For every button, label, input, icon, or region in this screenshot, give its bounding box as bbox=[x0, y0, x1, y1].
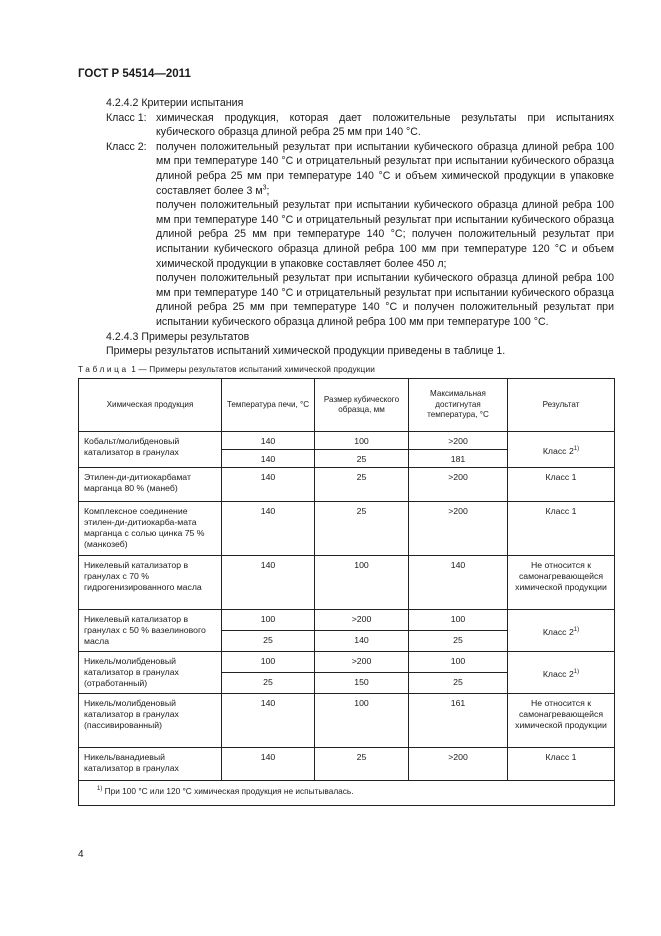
class1-label: Класс 1: bbox=[106, 111, 147, 124]
cell-max-temp: 140 bbox=[409, 556, 508, 610]
cell-oven-temp: 100 bbox=[222, 610, 315, 631]
footnote-ref: 1) bbox=[573, 446, 580, 453]
table-caption bbox=[78, 364, 375, 374]
cell-product: Никелевый катализатор в гранулах с 50 % вазелинового масла bbox=[79, 610, 222, 652]
cell-result: Класс 1 bbox=[508, 748, 615, 781]
table-caption-rest: 1 — Примеры результатов испытаний химической продукции bbox=[128, 364, 376, 374]
cell-oven-temp: 140 bbox=[222, 502, 315, 556]
table-row bbox=[79, 610, 615, 631]
cell-product: Кобальт/молибденовый катализатор в гранулах bbox=[79, 432, 222, 468]
class2-paragraph-1 bbox=[156, 140, 614, 198]
cell-oven-temp: 140 bbox=[222, 694, 315, 748]
table-row bbox=[79, 652, 615, 673]
header-result: Результат bbox=[508, 379, 615, 432]
cell-oven-temp: 25 bbox=[222, 673, 315, 694]
cell-max-temp: >200 bbox=[409, 748, 508, 781]
cell-result bbox=[508, 610, 615, 652]
footnote-ref: 1) bbox=[573, 627, 580, 634]
cell-result bbox=[508, 652, 615, 694]
class1-text: химическая продукция, которая дает положительные результаты при испытаниях кубического образца длиной ребра 25 мм при 140 °С. bbox=[156, 111, 614, 139]
result-text: Класс 2 bbox=[542, 669, 574, 679]
class2-paragraph-3: получен положительный результат при испытании кубического образца длиной ребра 100 мм при температуре 140 °С и отрицательный результат при испытании кубического образца длиной ребра 25 мм при температуре 140 °С и получен положительный результат при испытании кубического образца длиной ребра 100 мм при температуре 100 °С. bbox=[156, 272, 614, 328]
page-number: 4 bbox=[78, 849, 84, 860]
class2-p1-superscript: 3 bbox=[262, 184, 267, 192]
cell-sample-size: 25 bbox=[315, 748, 409, 781]
cell-oven-temp: 100 bbox=[222, 652, 315, 673]
cell-result: Не относится к самонагревающейся химической продукции bbox=[508, 556, 615, 610]
table-row bbox=[79, 432, 615, 450]
cell-product: Этилен-ди-дитиокарбамат марганца 80 % (манеб) bbox=[79, 468, 222, 502]
cell-sample-size: 100 bbox=[315, 432, 409, 450]
cell-sample-size: >200 bbox=[315, 610, 409, 631]
table-header-row bbox=[79, 379, 615, 432]
table-row bbox=[79, 556, 615, 610]
examples-heading: 4.2.4.3 Примеры результатов bbox=[106, 330, 250, 343]
cell-sample-size: 100 bbox=[315, 694, 409, 748]
document-header: ГОСТ Р 54514—2011 bbox=[78, 68, 191, 80]
examples-text: Примеры результатов испытаний химической продукции приведены в таблице 1. bbox=[106, 345, 506, 358]
cell-oven-temp: 140 bbox=[222, 468, 315, 502]
cell-max-temp: 25 bbox=[409, 631, 508, 652]
table-caption-prefix: Таблица bbox=[78, 364, 129, 374]
cell-max-temp: 181 bbox=[409, 450, 508, 468]
cell-max-temp: 100 bbox=[409, 652, 508, 673]
header-product: Химическая продукция bbox=[79, 379, 222, 432]
cell-max-temp: 25 bbox=[409, 673, 508, 694]
cell-sample-size: 25 bbox=[315, 468, 409, 502]
class1-block bbox=[106, 111, 614, 140]
cell-oven-temp: 140 bbox=[222, 450, 315, 468]
cell-sample-size: 100 bbox=[315, 556, 409, 610]
class2-paragraph-2: получен положительный результат при испытании кубического образца длиной ребра 100 мм при температуре 140 °С и отрицательный результат при испытании кубического образца длиной ребра 25 мм при температуре 140 °С; получен положительный результат при испытании кубического образца длиной ребра 100 мм при температуре 120 °С и объем химической продукции в упаковке составляет более 450 л; bbox=[156, 199, 614, 270]
table-row bbox=[79, 502, 615, 556]
cell-product: Никель/ванадиевый катализатор в гранулах bbox=[79, 748, 222, 781]
cell-max-temp: >200 bbox=[409, 432, 508, 450]
criteria-heading: 4.2.4.2 Критерии испытания bbox=[106, 97, 244, 109]
table-row bbox=[79, 694, 615, 748]
table-footnote-row bbox=[79, 781, 615, 806]
result-text: Класс 2 bbox=[542, 446, 574, 456]
cell-product: Никель/молибденовый катализатор в гранулах (пассивированный) bbox=[79, 694, 222, 748]
cell-max-temp: 161 bbox=[409, 694, 508, 748]
table-row bbox=[79, 748, 615, 781]
footnote-text: При 100 °С или 120 °С химическая продукция не испытывалась. bbox=[102, 786, 354, 796]
footnote-ref: 1) bbox=[573, 669, 580, 676]
cell-sample-size: 25 bbox=[315, 502, 409, 556]
cell-product: Никелевый катализатор в гранулах с 70 % гидрогенизированного масла bbox=[79, 556, 222, 610]
cell-oven-temp: 140 bbox=[222, 748, 315, 781]
cell-oven-temp: 140 bbox=[222, 556, 315, 610]
cell-max-temp: >200 bbox=[409, 468, 508, 502]
cell-result: Класс 1 bbox=[508, 502, 615, 556]
cell-sample-size: 150 bbox=[315, 673, 409, 694]
class2-p1-text: получен положительный результат при испытании кубического образца длиной ребра 100 мм при температуре 140 °С и отрицательный результат при испытании кубического образца длиной ребра 25 мм при температуре 140 °С и объем химической продукции в упаковке составляет более 3 м bbox=[156, 140, 614, 197]
cell-result: Класс 1 bbox=[508, 468, 615, 502]
cell-product: Комплексное соединение этилен-ди-дитиокарба-мата марганца с солью цинка 75 % (манкозеб) bbox=[79, 502, 222, 556]
class2-block bbox=[106, 140, 614, 330]
header-oven-temp: Температура печи, °С bbox=[222, 379, 315, 432]
cell-sample-size: >200 bbox=[315, 652, 409, 673]
cell-oven-temp: 140 bbox=[222, 432, 315, 450]
section-body bbox=[106, 96, 614, 359]
cell-result bbox=[508, 432, 615, 468]
header-sample-size: Размер кубического образца, мм bbox=[315, 379, 409, 432]
result-text: Класс 2 bbox=[542, 627, 574, 637]
cell-sample-size: 140 bbox=[315, 631, 409, 652]
header-max-temp: Максимальная достигнутая температура, °С bbox=[409, 379, 508, 432]
table-row bbox=[79, 468, 615, 502]
footnote-mark: 1) bbox=[97, 786, 103, 793]
cell-result: Не относится к самонагревающейся химической продукции bbox=[508, 694, 615, 748]
results-table bbox=[78, 378, 615, 806]
cell-oven-temp: 25 bbox=[222, 631, 315, 652]
cell-sample-size: 25 bbox=[315, 450, 409, 468]
class2-label: Класс 2: bbox=[106, 140, 147, 153]
class2-p1-end: ; bbox=[266, 184, 270, 197]
cell-max-temp: 100 bbox=[409, 610, 508, 631]
table-footnote bbox=[79, 781, 615, 806]
cell-max-temp: >200 bbox=[409, 502, 508, 556]
cell-product: Никель/молибденовый катализатор в гранулах (отработанный) bbox=[79, 652, 222, 694]
